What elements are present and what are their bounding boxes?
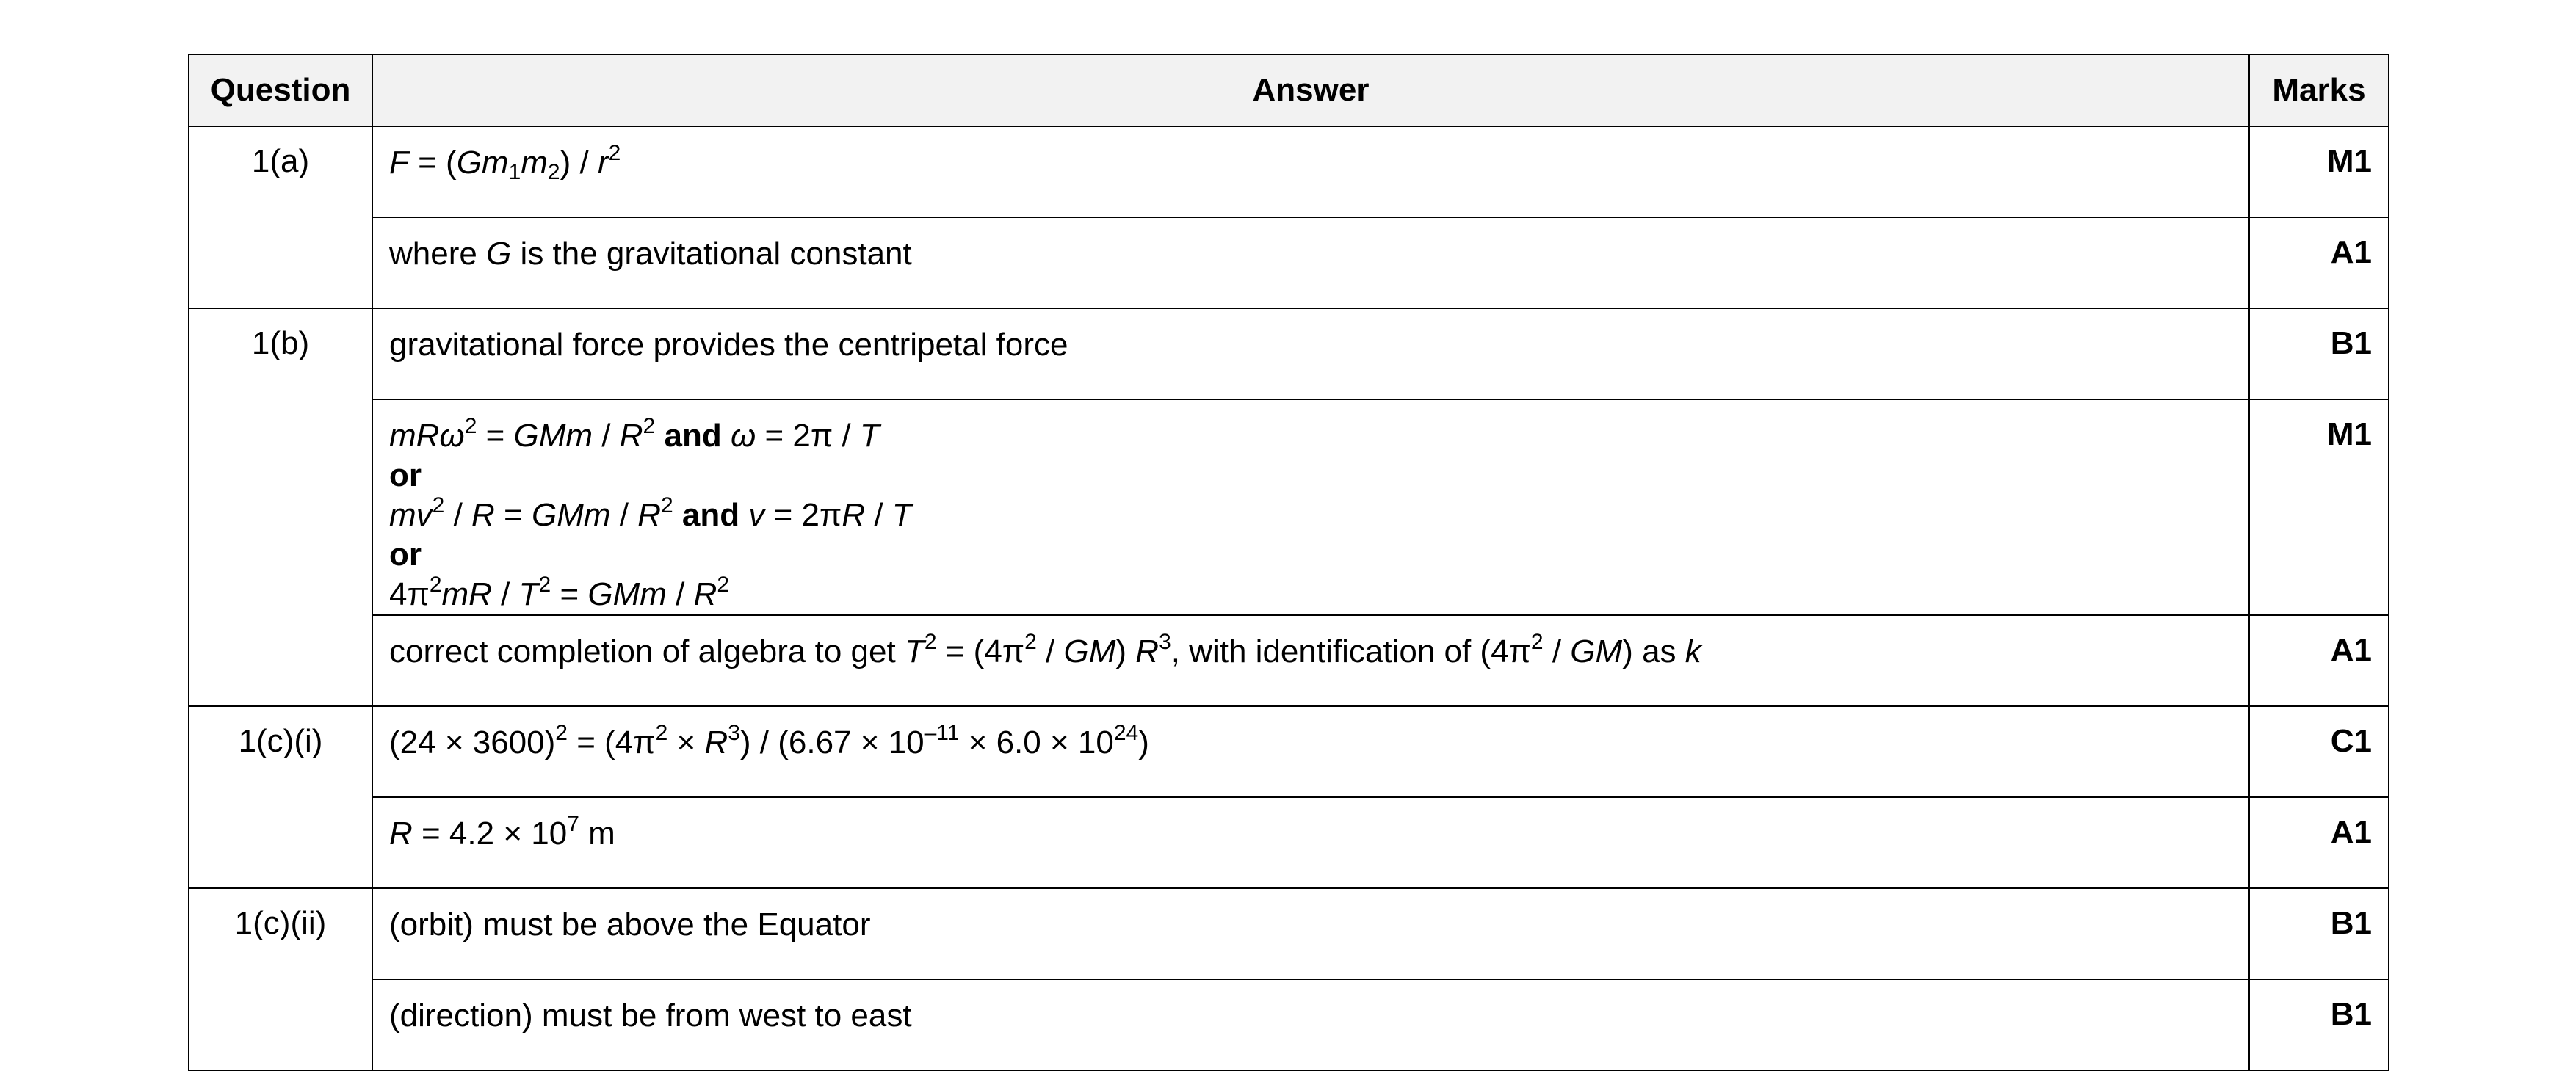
mark-cell: B1: [2249, 888, 2389, 979]
question-header: Question: [189, 54, 372, 126]
answer-symbol: k: [1685, 633, 1701, 669]
header-row: [189, 54, 2389, 126]
mark-cell: M1: [2249, 126, 2389, 217]
table-row: [189, 797, 2389, 888]
answer-text: (direction) must be from west to east: [389, 998, 912, 1034]
answer-cell: correct completion of algebra to get $T^2 = (4\pi^2 / GM)$ $R^3$, with identification of $(4\pi^2 / GM)$ as k: [372, 615, 2249, 706]
answer-text: where: [389, 236, 487, 272]
table-row: [189, 706, 2389, 797]
answer-formula: mRω$^2$ = GMm / $R^2$ and ω = 2π / T: [389, 414, 880, 454]
answer-cell: [372, 706, 2249, 797]
mark-cell: A1: [2249, 797, 2389, 888]
table-row: [189, 217, 2389, 308]
marks-header: Marks: [2249, 54, 2389, 126]
answer-formula: $F = (Gm_1m_2) / r^2$: [389, 141, 621, 184]
answer-cell: [372, 888, 2249, 979]
answer-text: gravitational force provides the centripetal force: [389, 327, 1068, 363]
table-row: [189, 979, 2389, 1070]
mark-cell: B1: [2249, 308, 2389, 399]
answer-formula: $mv^2$ / R = GMm / $R^2$ and v = 2πR / T: [389, 493, 912, 533]
answer-text: , with identification of (4π: [1171, 633, 1531, 669]
table-row: [189, 615, 2389, 706]
answer-text: is the gravitational constant: [511, 236, 912, 272]
question-number: 1(c)(ii): [189, 888, 372, 1070]
answer-cell: [372, 217, 2249, 308]
answer-formula: $4\pi^2mR / T^2$ = GMm / $R^2$: [389, 573, 730, 612]
table-row: [189, 399, 2389, 615]
answer-cell: [372, 797, 2249, 888]
mark-cell: B1: [2249, 979, 2389, 1070]
answer-text: (orbit) must be above the Equator: [389, 907, 871, 943]
answer-text: correct completion of algebra to get: [389, 633, 905, 669]
question-number: 1(b): [189, 308, 372, 706]
table-row: [189, 126, 2389, 217]
answer-or: or: [389, 537, 422, 573]
mark-cell: A1: [2249, 615, 2389, 706]
mark-cell: C1: [2249, 706, 2389, 797]
question-number: 1(c)(i): [189, 706, 372, 888]
table-row: [189, 888, 2389, 979]
answer-formula: $(24 \times 3600)^2 = (4\pi^2 \times R^3) / (6.67 \times 10^{-11} \times 6.0 \times 10^{24})$: [389, 721, 1149, 760]
mark-cell: M1: [2249, 399, 2389, 615]
answer-header: Answer: [372, 54, 2249, 126]
table-row: [189, 308, 2389, 399]
answer-cell: [372, 126, 2249, 217]
question-number: 1(a): [189, 126, 372, 308]
answer-symbol: G: [486, 236, 512, 272]
answer-or: or: [389, 457, 422, 493]
answer-formula: $R = 4.2 \times 10^7$ m: [389, 812, 615, 852]
answer-cell: [372, 979, 2249, 1070]
mark-cell: A1: [2249, 217, 2389, 308]
answer-cell: [372, 399, 2249, 615]
mark-scheme-table: [188, 54, 2389, 1071]
answer-cell: [372, 308, 2249, 399]
